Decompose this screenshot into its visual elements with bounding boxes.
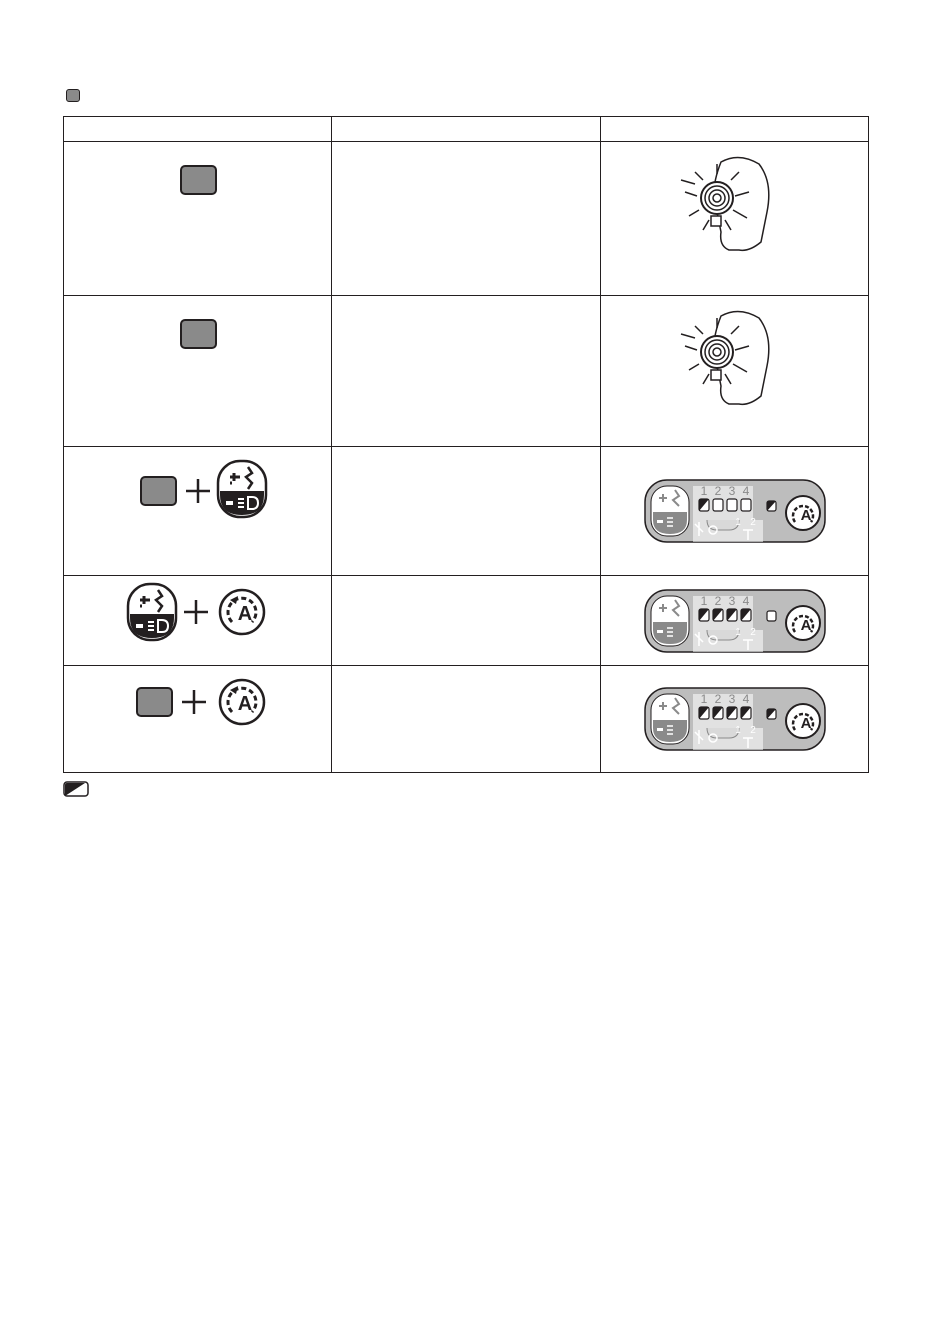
lamp-lit-indicator-icon (63, 781, 91, 799)
level-number-label: 3 (728, 594, 736, 608)
result-cell (601, 447, 869, 576)
sub-number-label: 1 (735, 517, 741, 528)
sub-number-label: 2 (750, 517, 756, 528)
tool-light-blinking-icon (681, 157, 769, 250)
result-cell (601, 142, 869, 296)
sub-number-label: 2 (750, 627, 756, 638)
gray-button-icon (181, 320, 216, 348)
description-cell (332, 296, 601, 447)
gray-key-swatch-icon (66, 89, 80, 102)
tool-light-blinking-icon (681, 311, 769, 404)
sub-number-label: 1 (735, 725, 741, 736)
operation-cell (64, 666, 332, 773)
header-cell (64, 117, 332, 142)
indicator-panel (601, 576, 868, 665)
assist-a-button-icon (220, 680, 264, 724)
level-number-label: 1 (700, 484, 708, 498)
result-cell (601, 666, 869, 773)
operation-cell (64, 576, 332, 666)
plus-icon (184, 600, 208, 624)
sub-number-label: 1 (735, 627, 741, 638)
operation-cell (64, 142, 332, 296)
table-row (64, 666, 869, 773)
level-number-label: 4 (742, 484, 750, 498)
level-number-label: 2 (714, 594, 722, 608)
operation-table (63, 116, 869, 773)
mode-light-button-icon (218, 461, 266, 517)
plus-icon (182, 690, 206, 714)
level-number-label: 1 (700, 692, 708, 706)
level-lamp-icon (713, 499, 723, 511)
mode-light-button-icon (128, 584, 176, 640)
level-number-label: 1 (700, 594, 708, 608)
table-header-row (64, 117, 869, 142)
table-row (64, 447, 869, 576)
description-cell (332, 142, 601, 296)
result-cell (601, 296, 869, 447)
assist-a-button-icon (220, 590, 264, 634)
indicator-panel (601, 666, 868, 772)
gray-button-icon (141, 477, 176, 505)
header-cell (332, 117, 601, 142)
result-cell (601, 576, 869, 666)
gray-button-icon (181, 166, 216, 194)
header-cell (601, 117, 869, 142)
description-cell (332, 666, 601, 773)
table-row (64, 296, 869, 447)
table-row (64, 576, 869, 666)
level-lamp-icon (727, 499, 737, 511)
plus-icon (186, 479, 210, 503)
table-row (64, 142, 869, 296)
level-lamp-icon (741, 499, 751, 511)
level-number-label: 2 (714, 484, 722, 498)
operation-cell (64, 447, 332, 576)
level-number-label: 4 (742, 692, 750, 706)
level-number-label: 3 (728, 484, 736, 498)
description-cell (332, 576, 601, 666)
indicator-panel (601, 447, 868, 575)
gray-button-icon (137, 688, 172, 716)
sub-number-label: 2 (750, 725, 756, 736)
assist-lamp-icon (767, 611, 776, 621)
level-number-label: 3 (728, 692, 736, 706)
level-number-label: 4 (742, 594, 750, 608)
description-cell (332, 447, 601, 576)
operation-cell (64, 296, 332, 447)
level-number-label: 2 (714, 692, 722, 706)
